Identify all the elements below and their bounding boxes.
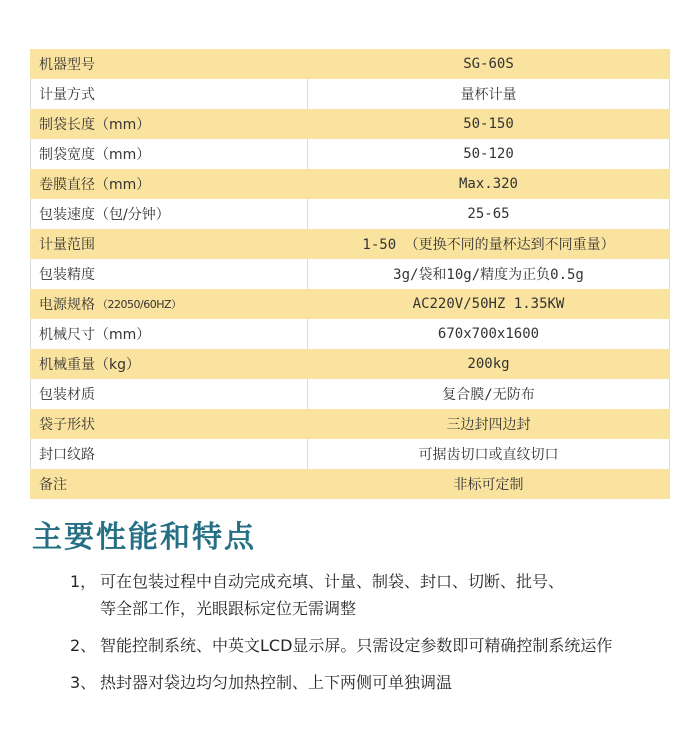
spec-value: 670x700x1600 [437, 326, 540, 342]
feature-item [70, 632, 680, 659]
table-row [30, 289, 670, 319]
spec-value: AC220V/50HZ 1.35KW [412, 296, 565, 312]
table-row [30, 409, 670, 439]
spec-label: 计量范围 [39, 237, 95, 253]
spec-value: SG-60S [463, 56, 514, 72]
spec-value: 1-50 （更换不同的量杯达到不同重量） [362, 237, 615, 253]
spec-label: 机械重量（kg） [39, 357, 140, 373]
table-row [30, 319, 670, 349]
spec-label: 袋子形状 [39, 417, 95, 433]
table-row [30, 469, 670, 499]
table-row [30, 109, 670, 139]
feature-line: 热封器对袋边均匀加热控制、上下两侧可单独调温 [100, 673, 453, 692]
table-row [30, 439, 670, 469]
spec-label: 计量方式 [39, 87, 95, 103]
spec-label: 封口纹路 [39, 447, 95, 463]
feature-item [70, 568, 680, 622]
table-row [30, 199, 670, 229]
spec-table [30, 49, 670, 499]
spec-label: 电源规格 [39, 297, 95, 313]
table-row [30, 169, 670, 199]
spec-label: 包装速度（包/分钟） [39, 207, 170, 223]
spec-label: 包装材质 [39, 387, 95, 403]
table-row [30, 259, 670, 289]
spec-value: 200kg [467, 356, 510, 372]
spec-label: 包装精度 [39, 267, 95, 283]
spec-label: 机械尺寸（mm） [39, 327, 151, 343]
spec-value: 量杯计量 [460, 87, 517, 103]
spec-value: 非标可定制 [453, 477, 524, 493]
feature-line: 可在包装过程中自动完成充填、计量、制袋、封口、切断、批号、 [100, 572, 565, 591]
spec-label: 机器型号 [39, 57, 95, 73]
table-row [30, 229, 670, 259]
spec-label: 制袋长度（mm） [39, 117, 151, 133]
spec-value: 25-65 [467, 206, 510, 222]
table-row [30, 49, 670, 79]
table-row [30, 79, 670, 109]
spec-value: 可据齿切口或直纹切口 [418, 447, 559, 463]
spec-value: Max.320 [458, 176, 518, 192]
feature-item [70, 669, 680, 696]
spec-value: 3g/袋和10g/精度为正负0.5g [393, 267, 584, 283]
spec-value: 复合膜/无防布 [442, 387, 535, 403]
feature-number: 3、 [70, 673, 97, 692]
features-list [70, 568, 680, 706]
spec-label: 制袋宽度（mm） [39, 147, 151, 163]
spec-label: 卷膜直径（mm） [39, 177, 151, 193]
feature-number: 1， [70, 572, 97, 591]
features-heading: 主要性能和特点 [32, 520, 256, 555]
spec-label: 备注 [39, 477, 67, 493]
table-row [30, 349, 670, 379]
feature-line: 等全部工作，光眼跟标定位无需调整 [100, 599, 357, 618]
spec-value: 50-150 [463, 116, 514, 132]
feature-number: 2、 [70, 636, 97, 655]
table-row [30, 139, 670, 169]
table-row [30, 379, 670, 409]
feature-line: 智能控制系统、中英文LCD显示屏。只需设定参数即可精确控制系统运作 [100, 636, 613, 655]
spec-value: 三边封四边封 [446, 417, 531, 433]
spec-label-note: （22050/60HZ） [97, 298, 182, 311]
spec-value: 50-120 [463, 146, 514, 162]
